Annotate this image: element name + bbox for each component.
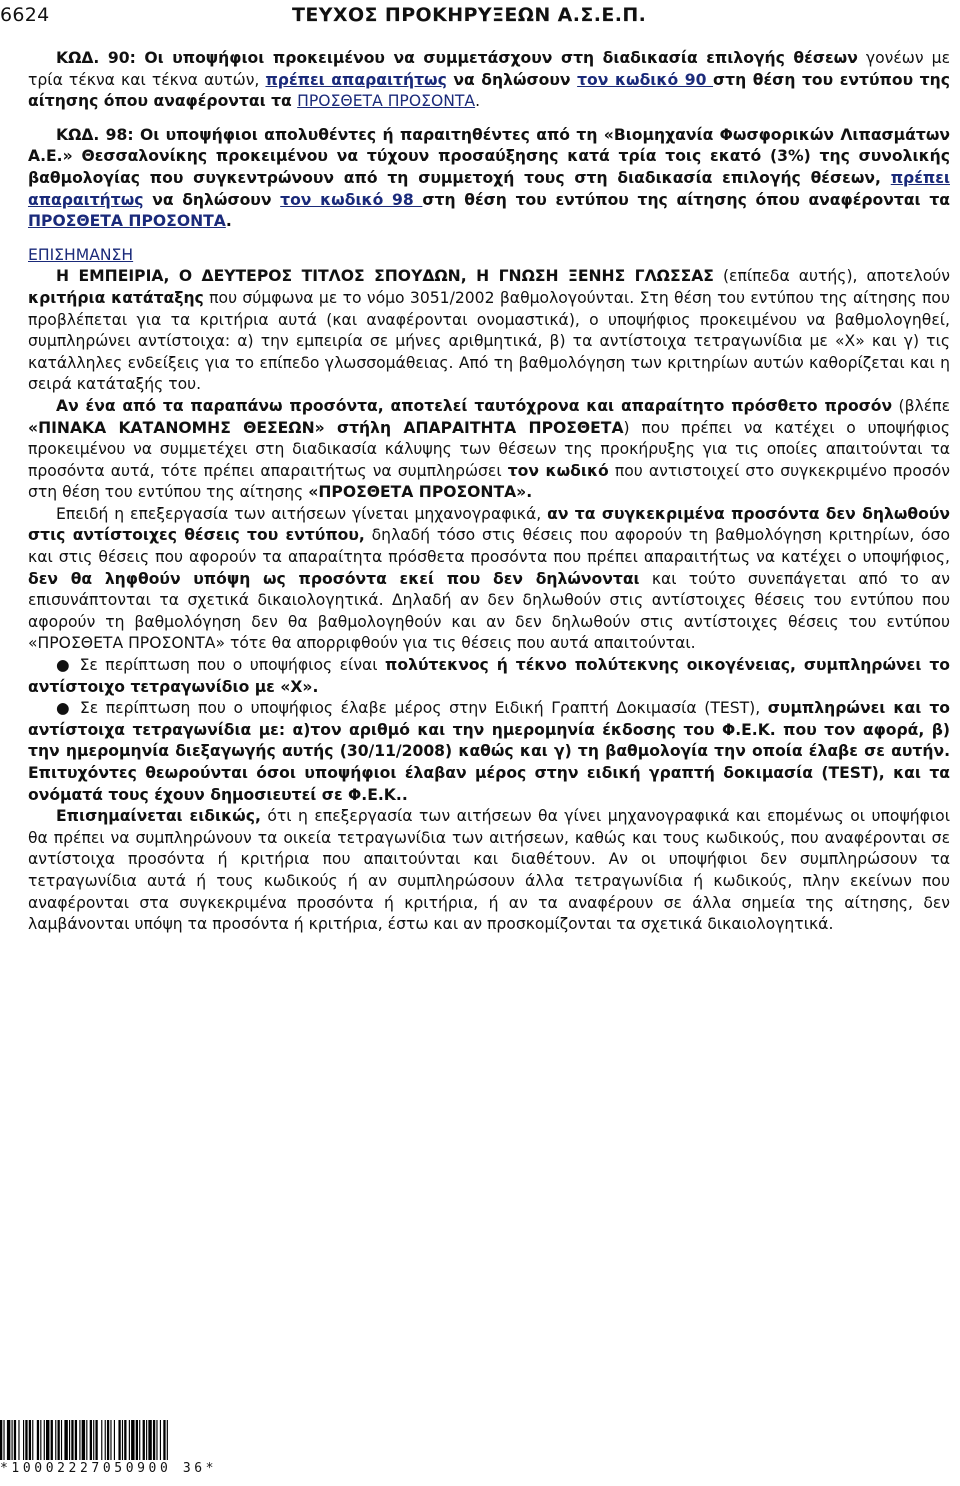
barcode-bar <box>58 1420 60 1460</box>
barcode-bar <box>44 1420 45 1460</box>
processing-bold-2: δεν θα ληφθούν υπόψη ως προσόντα εκεί που δεν δηλώνονται <box>28 569 640 588</box>
barcode-bar <box>124 1420 126 1460</box>
special-notice-text: ότι η επεξεργασία των αιτήσεων θα γίνει μηχανογραφικά και επομένως οι υποψήφιοι θα πρέπει να συμπληρώνουν τα οικεία τετραγωνίδια των αιτήσεων, καθώς και τους κωδικούς, που αναφέρονται σε αντίστοιχα προσόντα ή κριτήρια που απαιτούνται και διαθέτουν. Αν οι υποψήφιοι δεν συμπληρώσουν τα τετραγωνίδια αυτά ή τους κωδικούς ή αν συμπληρώσουν άλλα τετραγωνίδια ή κωδικούς, πλην εκείνων που αναφέρονται στα συγκεκριμένα προσόντα ή κριτήρια, ή αν τα αναφέρουν σε άλλα σημεία της αίτησης, δεν λαμβάνονται υπόψη τα προσόντα ή κριτήρια, έστω και αν προσκομίζονται τα σχετικά δικαιολογητικά. <box>28 807 950 934</box>
barcode-bar <box>93 1420 94 1460</box>
processing-text-2: δηλαδή τόσο στις θέσεις που αφορούν τη βαθμολόγηση κριτηρίων, όσο και στις θέσεις που αφορούν τα απαραίτητα πρόσθετα προσόντα που πρέπει απαραιτήτως να κατέχει ο υποψήφιος, <box>28 526 950 567</box>
paragraph-processing <box>28 504 950 655</box>
bullet-icon: ● <box>56 656 73 675</box>
barcode-bar <box>122 1420 123 1460</box>
criteria-text-1: (επίπεδα αυτής), αποτελούν <box>713 267 950 286</box>
barcode-bar <box>3 1420 4 1460</box>
barcode-bar <box>7 1420 10 1460</box>
barcode-bar <box>143 1420 145 1460</box>
barcode-bar <box>107 1420 109 1460</box>
paragraph-test <box>28 698 950 806</box>
code-90-must: πρέπει απαραιτήτως <box>265 70 447 89</box>
barcode-bar <box>18 1420 19 1460</box>
barcode-bar <box>0 1420 2 1460</box>
page-number: 6624 <box>0 4 50 26</box>
barcode-bar <box>64 1420 67 1460</box>
notice-title: ΕΠΙΣΗΜΑΝΣΗ <box>28 245 134 264</box>
required-quals-table-ref: «ΠΙΝΑΚΑ ΚΑΤΑΝΟΜΗΣ ΘΕΣΕΩΝ» στήλη ΑΠΑΡΑΙΤΗΤΑ ΠΡΟΣΘΕΤΑ <box>28 418 624 437</box>
barcode-bar <box>114 1420 115 1460</box>
code-98-text-1: ΚΩΔ. 98: Οι υποψήφιοι απολυθέντες ή παραιτηθέντες από τη «Βιομηχανία Φωσφορικών Λιπασμάτων Α.Ε.» Θεσσαλονίκης προκειμένου να τύχουν προσαύξησης κατά τρία τοις εκατό (3%) της συνολικής βαθμολογίας που συγκεντρώνουν από τη συμμετοχή τους στη διαδικασία επιλογής θέσεων, <box>28 125 950 187</box>
large-family-bold: πολύτεκνος ή τέκνο πολύτεκνης οικογένειας, συμπληρώνει το αντίστοιχο τετραγωνίδιο με «Χ». <box>28 656 950 696</box>
barcode-bar <box>139 1420 140 1460</box>
required-quals-heading: Αν ένα από τα παραπάνω προσόντα, αποτελεί ταυτόχρονα και απαραίτητο πρόσθετο προσόν <box>56 396 893 415</box>
processing-text-3: και τούτο συνεπάγεται από το αν επισυνάπτονται τα σχετικά δικαιολογητικά. Δηλαδή αν δεν δηλωθούν στις αντίστοιχες θέσεις του εντύπου που αφορούν τη βαθμολόγηση δεν θα βαθμολογηθούν και αν δεν δηλωθούν στις αντίστοιχες θέσεις του εντύπου «ΠΡΟΣΘΕΤΑ ΠΡΟΣΟΝΤΑ» τότε θα απορριφθούν για τις θέσεις που αυτά απαιτούνται. <box>28 569 950 653</box>
large-family-text: Σε περίπτωση που ο υποψήφιος είναι <box>72 656 386 675</box>
barcode-bar <box>110 1420 111 1460</box>
barcode-bar <box>71 1420 73 1460</box>
code-98-additional-quals: ΠΡΟΣΘΕΤΑ ΠΡΟΣΟΝΤΑ <box>28 212 226 231</box>
criteria-heading: Η ΕΜΠΕΙΡΙΑ, Ο ΔΕΥΤΕΡΟΣ ΤΙΤΛΟΣ ΣΠΟΥΔΩΝ, Η ΓΝΩΣΗ ΞΕΝΗΣ ΓΛΩΣΣΑΣ <box>56 267 714 286</box>
barcode-bar <box>163 1420 165 1460</box>
page-header <box>0 0 960 40</box>
barcode-bar <box>95 1420 97 1460</box>
bullet-icon: ● <box>56 699 73 718</box>
journal-title: ΤΕΥΧΟΣ ΠΡΟΚΗΡΥΞΕΩΝ Α.Σ.Ε.Π. <box>292 4 647 26</box>
barcode-bar <box>156 1420 157 1460</box>
barcode-bar <box>82 1420 85 1460</box>
barcode-bar <box>129 1420 130 1460</box>
barcode-bar <box>160 1420 161 1460</box>
barcode-bar <box>136 1420 138 1460</box>
required-quals-text-3: που αντιστοιχεί στο συγκεκριμένο προσόν στη θέση του εντύπου της αίτησης <box>28 461 950 502</box>
document-body <box>28 48 950 936</box>
barcode-bar <box>86 1420 87 1460</box>
required-quals-text-2: ) που πρέπει να κατέχει ο υποψήφιος προκειμένου να συμμετέχει στη διαδικασία κάλυψης των θέσεων της προκήρυξης για τις οποίες απαιτούνται τα προσόντα αυτά, τότε πρέπει απαραιτήτως να συμπληρώσει <box>28 418 950 480</box>
code-90-period: . <box>475 92 481 111</box>
barcode-bar <box>37 1420 39 1460</box>
paragraph-code-90 <box>28 48 950 113</box>
special-notice-heading: Επισημαίνεται ειδικώς, <box>56 807 261 826</box>
barcode-bar <box>61 1420 62 1460</box>
paragraph-code-98 <box>28 125 950 233</box>
barcode-bar <box>75 1420 77 1460</box>
barcode-bar <box>105 1420 106 1460</box>
code-98-text-2: να δηλώσουν <box>143 190 281 209</box>
code-98-must: πρέπει απαραιτήτως <box>28 168 950 209</box>
barcode-bar <box>29 1420 31 1460</box>
code-90-additional-quals: ΠΡΟΣΘΕΤΑ ΠΡΟΣΟΝΤΑ <box>297 92 476 111</box>
code-98-text-3: στη θέση του εντύπου της αίτησης όπου αναφέρονται τα <box>422 190 950 209</box>
barcode-bar <box>12 1420 13 1460</box>
barcode-bar <box>146 1420 147 1460</box>
paragraph-criteria <box>28 266 950 396</box>
code-98-period: . <box>225 212 232 231</box>
test-text: Σε περίπτωση που ο υποψήφιος έλαβε μέρος στην Ειδική Γραπτή Δοκιμασία (TEST), <box>72 699 768 718</box>
criteria-ranking: κριτήρια κατάταξης <box>28 288 204 307</box>
barcode-bar <box>32 1420 33 1460</box>
barcode-bar <box>25 1420 27 1460</box>
notice-title-line <box>28 245 950 267</box>
paragraph-special-notice <box>28 806 950 936</box>
barcode-bar <box>148 1420 151 1460</box>
paragraph-required-quals <box>28 396 950 504</box>
barcode-bar <box>69 1420 70 1460</box>
barcode-bar <box>14 1420 16 1460</box>
barcode-bar <box>118 1420 120 1460</box>
barcode <box>0 1420 300 1460</box>
barcode-bar <box>90 1420 92 1460</box>
code-98-code: τον κωδικό 98 <box>280 190 423 209</box>
code-90-heading: ΚΩΔ. 90: Οι υποψήφιοι προκειμένου να συμμετάσχουν στη διαδικασία επιλογής θέσεων <box>56 49 858 67</box>
barcode-bar <box>51 1420 53 1460</box>
code-90-text-3: στη θέση του εντύπου της αίτησης όπου αναφέρονται τα <box>28 70 950 111</box>
barcode-bar <box>55 1420 56 1460</box>
code-90-code: τον κωδικό 90 <box>577 70 714 89</box>
barcode-bar <box>79 1420 80 1460</box>
test-bold: συμπληρώνει και το αντίστοιχα τετραγωνίδια με: α)τον αριθμό και την ημερομηνία έκδοσης του Φ.Ε.Κ. που τον αφορά, β) την ημερομηνία διεξαγωγής αυτής (30/11/2008) καθώς και γ) τη βαθμολογία την οποία έλαβε σε αυτήν. Επιτυχόντες θεωρούνται όσοι υποψήφιοι έλαβαν μέρος στην ειδική γραπτή δοκιμασία (TEST), και τα ονόματά τους έχουν δημοσιευτεί σε Φ.Ε.Κ.. <box>28 699 951 804</box>
paragraph-large-family <box>28 655 950 698</box>
barcode-number: *10002227050900 36* <box>0 1461 218 1476</box>
barcode-bar <box>40 1420 41 1460</box>
processing-text-1: Επειδή η επεξεργασία των αιτήσεων γίνεται μηχανογραφικά, <box>56 504 548 523</box>
barcode-bar <box>153 1420 155 1460</box>
code-90-text-2: να δηλώσουν <box>446 70 578 89</box>
required-quals-text-1: (βλέπε <box>892 396 950 415</box>
required-quals-section: «ΠΡΟΣΘΕΤΑ ΠΡΟΣΟΝΤΑ». <box>308 483 533 502</box>
barcode-bar <box>167 1420 168 1460</box>
code-90-text-1: γονέων με τρία τέκνα και τέκνα αυτών, <box>28 49 950 89</box>
barcode-bar <box>131 1420 134 1460</box>
required-quals-code: τον κωδικό <box>507 461 609 480</box>
criteria-text-2: που σύμφωνα με το νόμο 3051/2002 βαθμολογούνται. Στη θέση του εντύπου της αίτησης που προβλέπεται για τα κριτήρια αυτά (και αναφέρονται ονομαστικά), ο υποψήφιος προκειμένου να βαθμολογηθεί, συμπληρώνει αντίστοιχα: α) την εμπειρία σε μήνες αριθμητικά, β) τα αντίστοιχα τετραγωνίδια με «Χ» και γ) τις κατάλληλες ενδείξεις για το επίπεδο γλωσσομάθειας. Από τη βαθμολόγηση των κριτηρίων αυτών καθορίζεται και η σειρά κατάταξής του. <box>28 288 950 394</box>
barcode-bar <box>23 1420 24 1460</box>
barcode-bar <box>101 1420 102 1460</box>
processing-bold-1: αν τα συγκεκριμένα προσόντα δεν δηλωθούν στις αντίστοιχες θέσεις του εντύπου, <box>28 504 950 545</box>
barcode-bar <box>46 1420 49 1460</box>
